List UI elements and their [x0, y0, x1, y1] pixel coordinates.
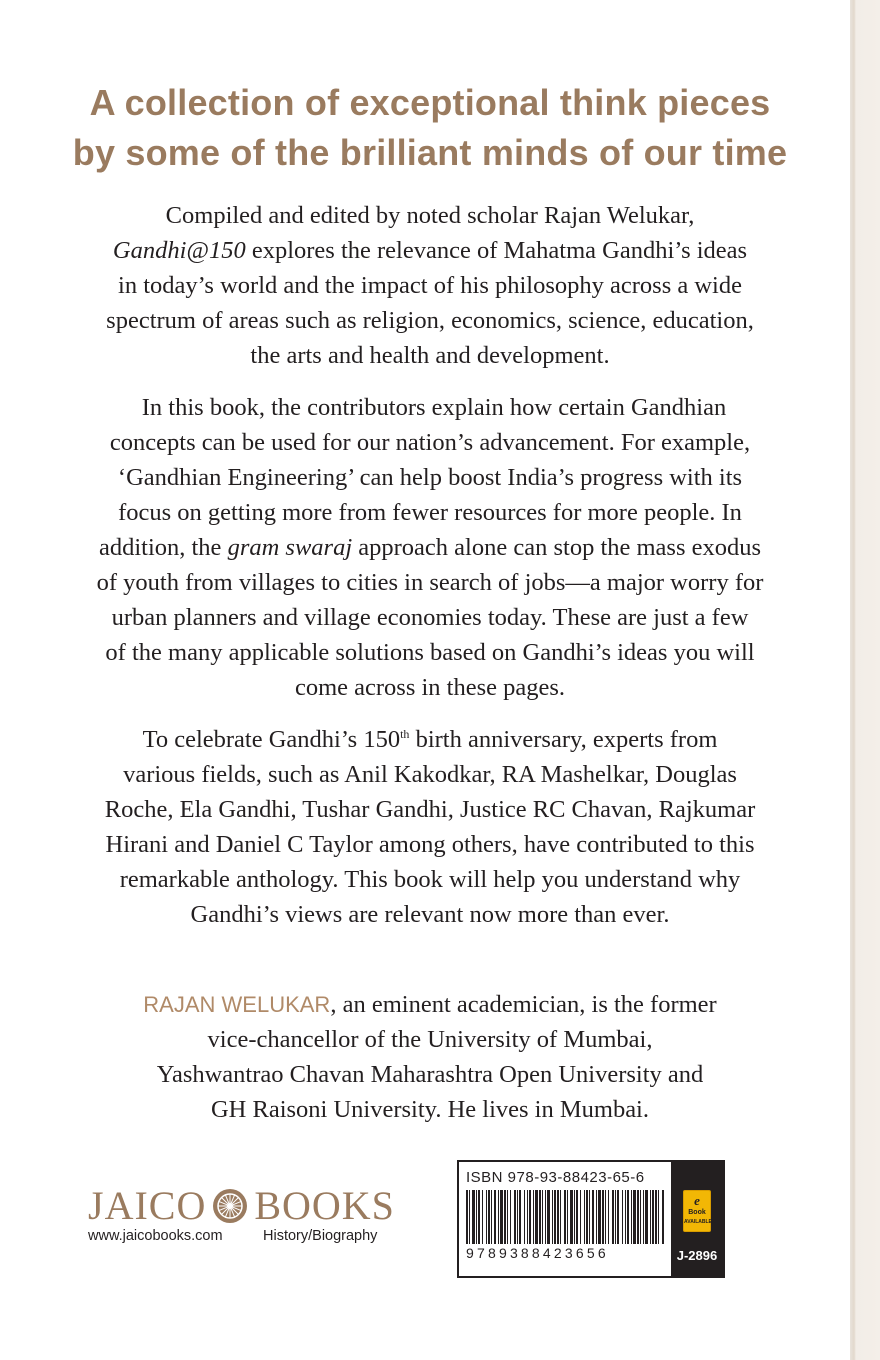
publisher-logo	[88, 1182, 395, 1229]
barcode-bar	[640, 1190, 641, 1244]
author-bio	[30, 987, 830, 1127]
barcode-bar	[586, 1190, 588, 1244]
barcode-bar	[498, 1190, 499, 1244]
headline-line-2: by some of the brilliant minds of our time	[72, 132, 788, 173]
barcode-bar	[552, 1190, 553, 1244]
text-line: focus on getting more from fewer resources for more people. In	[118, 499, 742, 526]
headline-line-1: A collection of exceptional think pieces	[89, 82, 771, 123]
barcode-bar	[507, 1190, 508, 1244]
isbn-barcode-box	[457, 1160, 725, 1278]
barcode-bar	[545, 1190, 546, 1244]
barcode-bar	[576, 1190, 578, 1244]
barcode-bar	[615, 1190, 616, 1244]
barcode-bar	[542, 1190, 543, 1244]
barcode-bar	[476, 1190, 477, 1244]
publisher-website: www.jaicobooks.com	[88, 1228, 223, 1244]
barcode-bar	[533, 1190, 534, 1244]
barcode-bar	[510, 1190, 511, 1244]
barcode-bar	[519, 1190, 521, 1244]
publisher-name-right: BOOKS	[254, 1183, 395, 1228]
barcode-bar	[655, 1190, 657, 1244]
barcode-bar	[617, 1190, 619, 1244]
barcode-bar	[631, 1190, 632, 1244]
text-line: come across in these pages.	[294, 674, 566, 701]
barcode-digits: 9789388423656	[466, 1245, 609, 1261]
barcode-bar	[494, 1190, 496, 1244]
text-line: in today’s world and the impact of his philosophy across a wide	[118, 272, 742, 299]
headline	[0, 78, 860, 178]
barcode-bar	[567, 1190, 568, 1244]
barcode-bar	[504, 1190, 506, 1244]
text-line: the arts and health and development.	[250, 342, 610, 369]
barcode-bar	[650, 1190, 651, 1244]
text-line: , an eminent academician, is the former	[330, 991, 717, 1018]
barcode-bar	[527, 1190, 528, 1244]
barcode-bar	[580, 1190, 581, 1244]
book-category: History/Biography	[263, 1228, 378, 1244]
barcode-bar	[469, 1190, 470, 1244]
text-line: Roche, Ela Gandhi, Tushar Gandhi, Justice RC Chavan, Rajkumar	[104, 796, 756, 824]
barcode-bar	[564, 1190, 566, 1244]
barcode	[466, 1190, 666, 1244]
barcode-bar	[478, 1190, 480, 1244]
ordinal-superscript: th	[400, 727, 410, 741]
barcode-bar	[602, 1190, 604, 1244]
ebook-word: Book	[688, 1209, 706, 1216]
barcode-bar	[608, 1190, 609, 1244]
barcode-bar	[584, 1190, 585, 1244]
chakra-wheel-icon	[210, 1186, 250, 1226]
barcode-bar	[637, 1190, 639, 1244]
text-line: In this book, the contributors explain how certain Gandhian	[141, 394, 727, 421]
barcode-bar	[592, 1190, 594, 1244]
blurb-paragraph-1	[30, 198, 830, 373]
blurb-paragraph-3	[30, 717, 830, 932]
text-line: Gandhi’s views are relevant now more than ever.	[190, 901, 670, 929]
text-line: Yashwantrao Chavan Maharashtra Open University and	[156, 1061, 704, 1088]
barcode-bar	[598, 1190, 601, 1244]
barcode-bar	[633, 1190, 636, 1244]
barcode-bar	[589, 1190, 590, 1244]
publisher-name-left: JAICO	[88, 1183, 207, 1228]
barcode-bar	[482, 1190, 483, 1244]
barcode-bar	[547, 1190, 550, 1244]
barcode-bar	[560, 1190, 561, 1244]
ebook-letter: e	[694, 1193, 700, 1208]
ebook-strip	[671, 1162, 723, 1276]
barcode-bar	[486, 1190, 487, 1244]
barcode-bar	[574, 1190, 575, 1244]
text-line: remarkable anthology. This book will help you understand why	[119, 866, 741, 894]
author-name: RAJAN WELUKAR	[143, 992, 331, 1017]
text-line: vice-chancellor of the University of Mumbai,	[207, 1026, 653, 1053]
barcode-bar	[517, 1190, 518, 1244]
text-line: approach alone can stop the mass exodus	[352, 534, 762, 561]
text-line: concepts can be used for our nation’s advancement. For example,	[109, 429, 751, 456]
ebook-available-text: AVAILABLE	[684, 1219, 712, 1225]
text-line: various fields, such as Anil Kakodkar, RA Mashelkar, Douglas	[123, 761, 737, 789]
barcode-bar	[524, 1190, 525, 1244]
barcode-bar	[472, 1190, 475, 1244]
jaico-code: J-2896	[676, 1248, 718, 1263]
text-line: urban planners and village economies today. These are just a few	[111, 604, 749, 631]
text-line: spectrum of areas such as religion, economics, science, education,	[106, 307, 754, 334]
text-line: of youth from villages to cities in search of jobs—a major worry for	[96, 569, 764, 596]
barcode-bar	[605, 1190, 606, 1244]
text-line: Compiled and edited by noted scholar Rajan Welukar,	[165, 202, 695, 229]
text-line: birth anniversary, experts from	[409, 726, 718, 754]
barcode-bar	[627, 1190, 629, 1244]
barcode-bar	[570, 1190, 573, 1244]
barcode-bar	[645, 1190, 648, 1244]
barcode-bar	[529, 1190, 531, 1244]
barcode-bar	[491, 1190, 492, 1244]
text-line: ‘Gandhian Engineering’ can help boost India’s progress with its	[117, 464, 743, 491]
barcode-bar	[514, 1190, 516, 1244]
barcode-bar	[652, 1190, 654, 1244]
barcode-bar	[625, 1190, 626, 1244]
barcode-bar	[557, 1190, 559, 1244]
text-line: Hirani and Daniel C Taylor among others, have contributed to this	[105, 831, 755, 859]
text-line: of the many applicable solutions based on Gandhi’s ideas you will	[105, 639, 755, 666]
term-italic: gram swaraj	[227, 534, 353, 561]
text-line: addition, the	[98, 534, 228, 561]
barcode-bar	[539, 1190, 541, 1244]
barcode-bar	[488, 1190, 490, 1244]
isbn-label: ISBN 978-93-88423-65-6	[466, 1169, 645, 1186]
barcode-bar	[535, 1190, 538, 1244]
text-line: explores the relevance of Mahatma Gandhi’s ideas	[245, 237, 748, 264]
barcode-bar	[554, 1190, 556, 1244]
blurb-paragraph-2	[30, 390, 830, 705]
ebook-available-icon	[683, 1190, 711, 1232]
barcode-bar	[596, 1190, 597, 1244]
spine-edge	[850, 0, 880, 1360]
barcode-bar	[643, 1190, 644, 1244]
barcode-bar	[612, 1190, 614, 1244]
barcode-bar	[662, 1190, 664, 1244]
book-title-italic: Gandhi@150	[112, 237, 246, 264]
barcode-bar	[466, 1190, 468, 1244]
text-line: GH Raisoni University. He lives in Mumbai.	[210, 1096, 649, 1123]
barcode-bar	[622, 1190, 623, 1244]
text-line: To celebrate Gandhi’s 150	[142, 726, 401, 754]
barcode-bar	[500, 1190, 503, 1244]
barcode-bar	[658, 1190, 659, 1244]
